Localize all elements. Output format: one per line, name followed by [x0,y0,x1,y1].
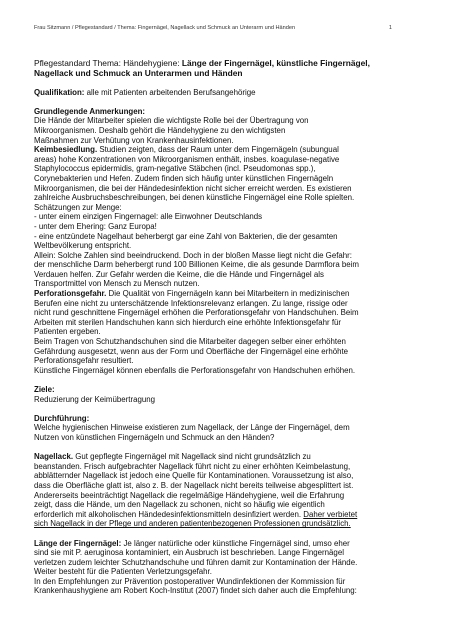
notes-line: Weltbevölkerung entspricht. [34,241,132,251]
nagellack-line: abblätternder Nagellack ist jedoch eine Quelle für Kontaminationen. Voraussetzung ist also, [34,471,354,481]
nagellack-rule: Daher verbietet [303,509,358,519]
notes-line: Transportmittel von Mensch zu Mensch nutzen. [34,279,200,289]
notes-line: nicht rund geschnittene Fingernägel erhöhen die Perforationsgefahr von Handschuhen. Beim [34,308,359,318]
notes-line: Gefährdung ausgesetzt, wenn aus der Form und Oberfläche der Fingernägel eine erhöhte [34,346,349,356]
goals-heading: Ziele: [34,385,55,394]
qualification: Qualifikation: alle mit Patienten arbeitenden Berufsangehörige [34,87,256,97]
notes-line: Künstliche Fingernägel können ebenfalls die Perforationsgefahr von Handschuhen erhöhen. [34,365,356,375]
nagellack-line: zeigt, dass die Hände, um den Nagellack zu schonen, nicht so häufig wie eigentlich [34,500,325,510]
notes-line: Staphylococcus epidermidis, gram-negative Stäbchen (incl. Pseudomonas spp.), [34,164,316,174]
notes-line: Die Hände der Mitarbeiter spielen die wichtigste Rolle bei der Übertragung von [34,116,309,126]
notes-line: Maßnahmen zur Verhütung von Krankenhausinfektionen. [34,135,234,145]
execution-line: Welche hygienischen Hinweise existieren zum Nagellack, der Länge der Fingernägel, dem [34,423,350,433]
notes-line: Mikroorganismen. Deshalb gehört die Händehygiene zu den wichtigsten [34,125,286,135]
notes-line: Berufen eine nicht zu unterschätzende Infektionsrelevanz erlangen. Zu lange, rissige oder [34,298,348,308]
notes-line: Patienten ergeben. [34,327,101,337]
notes-line: Allein: Solche Zahlen sind beeindruckend. Doch in der bloßen Masse liegt nicht die Gefahr: [34,250,352,260]
nagellack-line: Nagellack. Gut gepflegte Fingernägel mit Nagellack sind nicht grundsätzlich zu [34,452,311,462]
goals-text: Reduzierung der Keimübertragung [34,394,156,404]
nagellack-line: beanstanden. Frisch aufgebrachter Nagellack führt nicht zu einer erhöhten Keimbelastung, [34,461,351,471]
page-number: 1 [388,25,392,31]
notes-line: Corynebakterien und Hefen. Zudem finden sich häufig unter künstlichen Fingernägeln [34,173,334,183]
notes-heading: Grundlegende Anmerkungen: [34,106,146,116]
notes-line: Perforationsgefahr resultiert. [34,356,134,366]
notes-line: Schätzungen zur Menge: [34,202,122,212]
notes-line: Keimbesiedlung. Studien zeigten, dass der Raum unter dem Fingernägeln (subungual [34,145,339,155]
laenge-line: In den Empfehlungen zur Prävention postoperativer Wundinfektionen der Kommission für [34,576,346,586]
document-title: Pflegestandard Thema: Händehygiene: Länge der Fingernägel, künstliche Fingernägel, Nagellack und Schmuck an Unterarmen und Händen [34,58,370,78]
notes-line: zahlreiche Ausbruchsbeschreibungen, bei denen künstliche Fingernägel eine Rolle spielten. [34,193,355,203]
notes-line: areas) hohe Konzentrationen von Mikroorganismen enthält, insbes. koagulase-negative [34,154,340,164]
nagellack-rule: sich Nagellack in der Pflege und anderen patientenbezogenen Professionen grundsätzlich. [34,519,351,529]
nagellack-line: Andererseits beeinträchtigt Nagellack die regelmäßige Händehygiene, weil die Erfahrung [34,490,345,500]
execution-line: Nutzen von künstlichen Fingernägeln und Schmuck an den Händen? [34,432,275,442]
notes-line: - unter einem einzigen Fingernagel: alle Einwohner Deutschlands [34,212,263,222]
notes-line: Mikroorganismen, die bei der Händedesinfektion nicht sicher erreicht werden. Es existieren [34,183,352,193]
laenge-line: Krankenhaushygiene am Robert Koch-Institut (2007) findet sich daher auch die Empfehlung: [34,586,357,596]
notes-line: Beim Tragen von Schutzhandschuhen sind die Mitarbeiter dagegen selber einer erhöhten [34,337,346,347]
notes-line: Verdauen helfen. Zur Gefahr werden die Keime, die die Hände und Fingernägel als [34,269,324,279]
nagellack-line: dass die Oberfläche glatt ist, also z. B. der Nagellack nicht bereits teilweise abgesplittert ist. [34,480,354,490]
laenge-line: sind sie mit P. aeruginosa kontaminiert, ein Ausbruch ist beschrieben. Lange Fingernägel [34,548,344,558]
laenge-line: Länge der Fingernägel: Je länger natürliche oder künstliche Fingernägel sind, umso eher [34,538,350,548]
nagellack-line: erforderlich mit alkoholischen Händedesinfektionsmitteln desinfiziert werden. Daher verbietet [34,509,358,519]
laenge-line: verletzen zudem leichter Schutzhandschuhe und führen damit zur Kontamination der Hände. [34,557,358,567]
document-body [34,58,392,596]
header-title: Frau Sitzmann / Pflegestandard / Thema: Fingernägel, Nagellack und Schmuck an Unterarm und Händen [34,25,296,31]
laenge-line: Weiter besteht für die Patienten Verletzungsgefahr. [34,567,212,577]
notes-line: der menschliche Darm beherbergt rund 100 Billionen Keime, die als gesunde Darmflora beim [34,260,359,270]
notes-line: Perforationsgefahr. Die Qualität von Fingernägeln kann bei Mitarbeitern in medizinischen [34,289,350,299]
page-header [34,25,392,31]
notes-line: - eine entzündete Nagelhaut beherbergt gar eine Zahl von Bakterien, die der gesamten [34,231,338,241]
notes-line: Arbeiten mit sterilen Handschuhen kann sich hierdurch eine erhöhte Infektionsgefahr für [34,317,342,327]
execution-heading: Durchführung: [34,413,90,423]
notes-line: - unter dem Ehering: Ganz Europa! [34,221,157,231]
